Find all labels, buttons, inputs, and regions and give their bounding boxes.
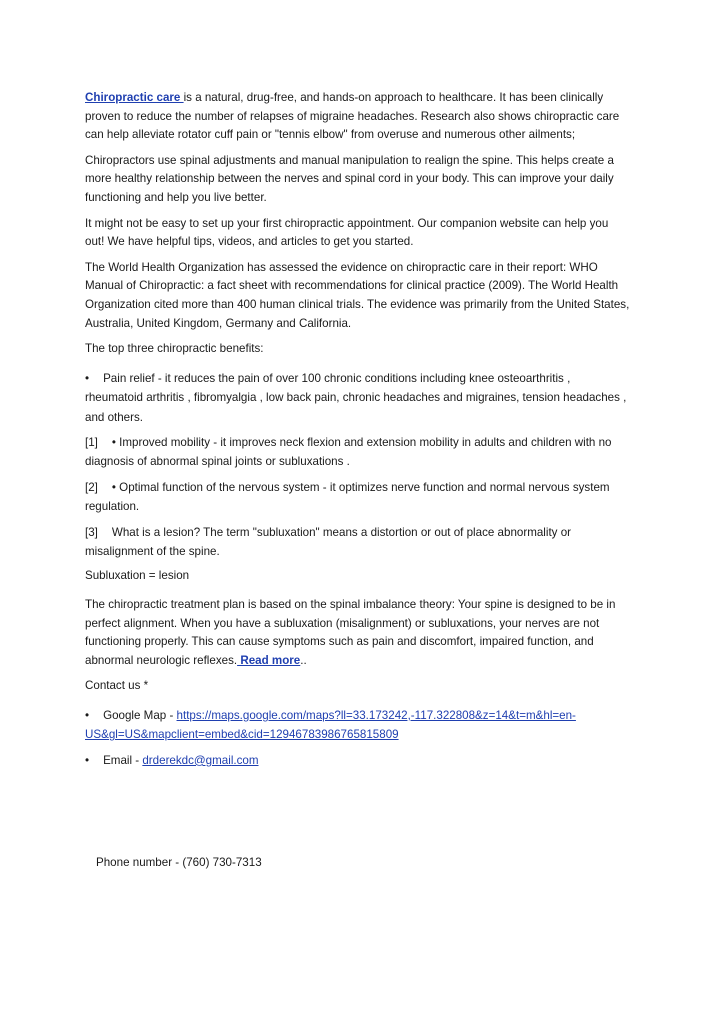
treatment-paragraph — [85, 596, 630, 670]
email-link[interactable]: drderekdc@gmail.com — [142, 753, 259, 767]
bullet-marker: • — [85, 708, 90, 722]
read-more-ellipsis: .. — [300, 653, 307, 667]
footnote-marker: [1] — [85, 435, 98, 449]
read-more-link[interactable]: Read more — [237, 653, 301, 667]
footnote-marker: [3] — [85, 525, 98, 539]
footnote-marker: [2] — [85, 480, 98, 494]
appointment-paragraph: It might not be easy to set up your first chiropractic appointment. Our companion website can help you out! We have helpful tips, videos, and articles to get you started. — [85, 216, 609, 249]
contact-heading: Contact us * — [85, 679, 149, 693]
treatment-text: The chiropractic treatment plan is based on the spinal imbalance theory: Your spine is designed to be in perfect alignment. When you have a subluxation (misalignment) or subluxations, your nerves are not functioning properly. This can cause symptoms such as pain and discomfort, impaired function, and abnormal neurologic reflexes. — [85, 597, 616, 667]
phone-number: Phone number - (760) 730-7313 — [96, 856, 262, 869]
benefit-nervous-system — [85, 478, 630, 517]
subluxation-line: Subluxation = lesion — [85, 569, 190, 583]
intro-paragraph — [85, 89, 630, 145]
benefit-text: • Optimal function of the nervous system - it optimizes nerve function and normal nervous system regulation. — [85, 480, 610, 514]
map-label: Google Map - — [103, 708, 177, 722]
google-map-link[interactable]: https://maps.google.com/maps?ll=33.173242,-117.322808&z=14&t=m&hl=en-US&gl=US&mapclient=embed&cid=12946783986765815809 — [85, 708, 576, 742]
adjustments-paragraph: Chiropractors use spinal adjustments and manual manipulation to realign the spine. This helps create a more healthy relationship between the nerves and spinal cord in your body. This can improve your daily functioning and help you live better. — [85, 153, 614, 204]
benefit-pain-relief — [85, 369, 630, 427]
who-paragraph: The World Health Organization has assessed the evidence on chiropractic care in their report: WHO Manual of Chiropractic: a fact sheet with recommendations for clinical practice (2009). The World Health Organization cited more than 400 human clinical trials. The evidence was primarily from the United States, Australia, United Kingdom, Germany and California. — [85, 260, 630, 330]
bullet-marker: • — [85, 371, 90, 385]
bullet-marker: • — [85, 753, 90, 767]
chiropractic-care-link[interactable]: Chiropractic care — [85, 91, 184, 104]
email-label: Email - — [103, 753, 143, 767]
benefits-intro: The top three chiropractic benefits: — [85, 342, 264, 356]
contact-map-item — [85, 706, 630, 745]
intro-text: is a natural, drug-free, and hands-on approach to healthcare. It has been clinically proven to reduce the number of relapses of migraine headaches. Research also shows chiropractic care can help alleviate rotator cuff pain or "tennis elbow" from overuse and numerous other ailments; — [85, 91, 620, 142]
benefit-text: What is a lesion? The term "subluxation" means a distortion or out of place abnormality or misalignment of the spine. — [85, 525, 572, 558]
benefit-lesion — [85, 523, 630, 562]
document-body — [85, 89, 630, 776]
benefit-text: • Improved mobility - it improves neck flexion and extension mobility in adults and children with no diagnosis of abnormal spinal joints or subluxations . — [85, 435, 612, 469]
contact-email-item — [85, 751, 630, 770]
benefit-mobility — [85, 433, 630, 472]
benefit-text: Pain relief - it reduces the pain of over 100 chronic conditions including knee osteoarthritis , rheumatoid arthritis , fibromyalgia , low back pain, chronic headaches and migraines, tension headaches , and others. — [85, 371, 627, 424]
